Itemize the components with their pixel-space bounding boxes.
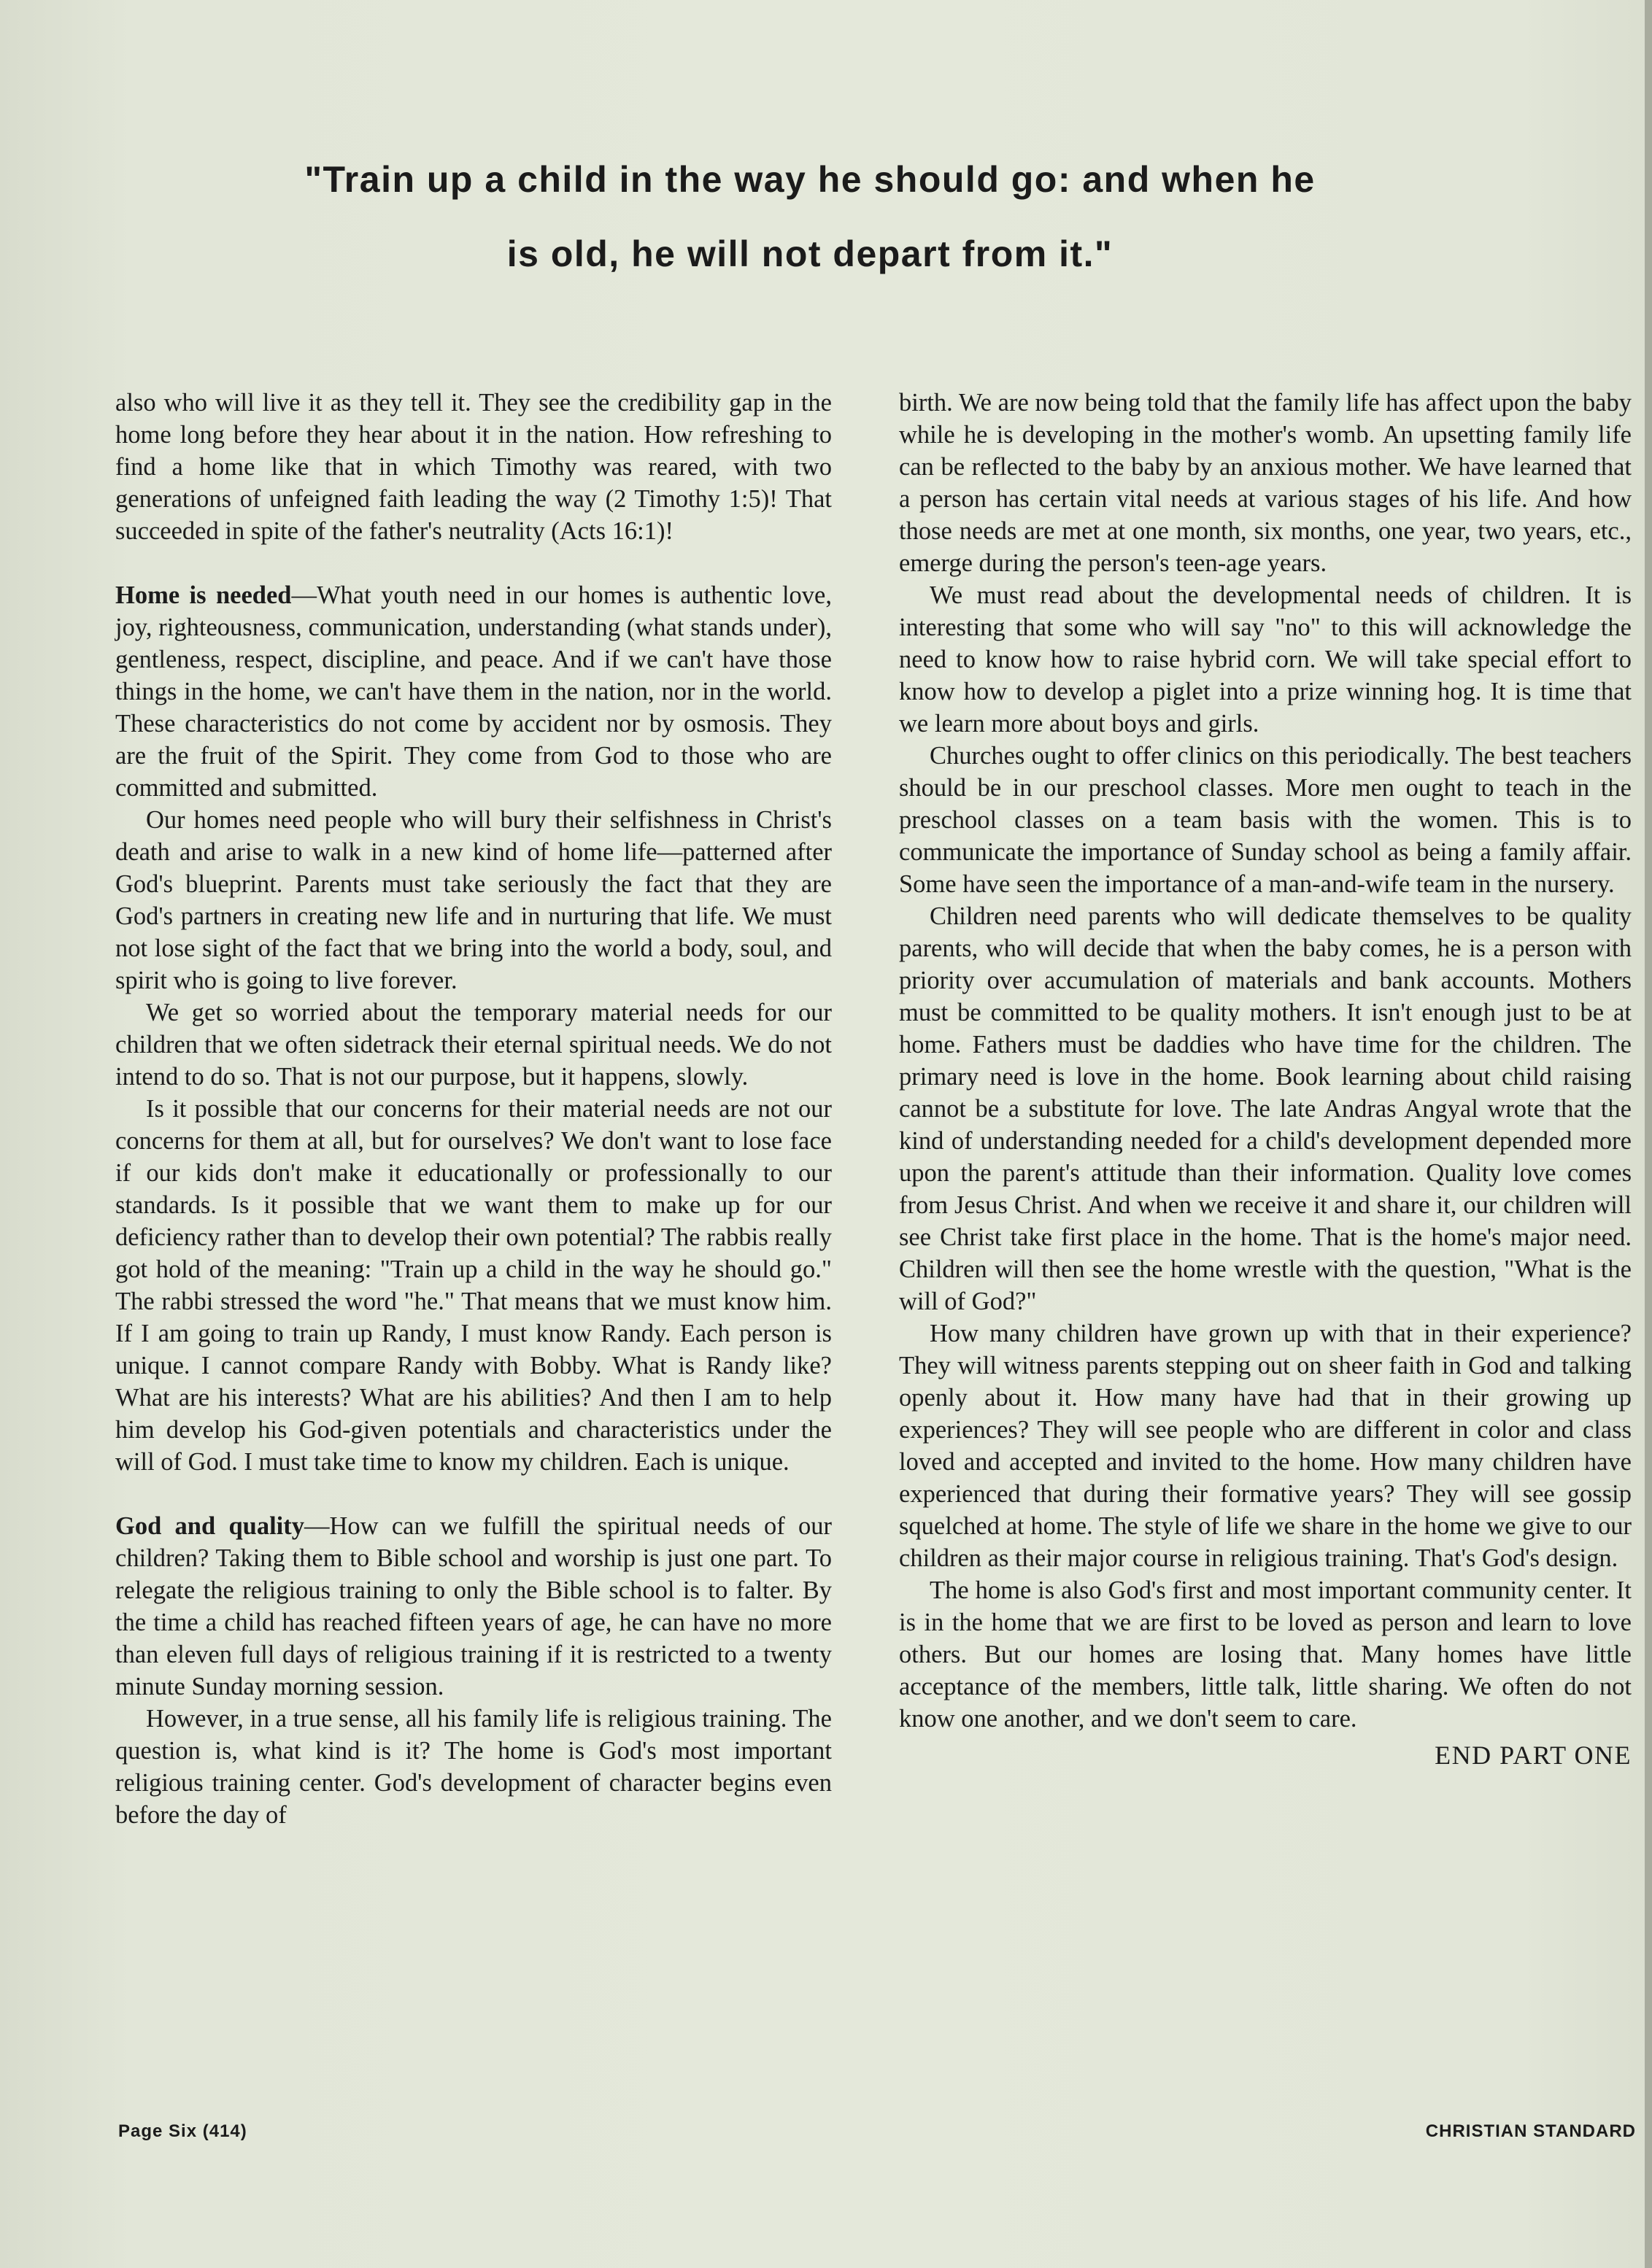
right-paragraph-4: Children need parents who will dedicate themselves to be quality parents, who will decide that when the baby comes, he is a person with priority over accumulation of materials and bank accounts. Mothers must be committed to be quality mothers. It isn't enough just to be at home. Fathers must be daddies who have time for the children. The primary need is love in the home. Book learning about child raising cannot be a substitute for love. The late Andras Angyal wrote that the kind of understanding needed for a child's development depended more upon the parent's attitude than their information. Quality love comes from Jesus Christ. And when we receive it and share it, our children will see Christ take first place in the home. That is the home's major need. Children will then see the home wrestle with the question, "What is the will of God?" xyxy=(899,902,1632,1315)
page-number-footer: Page Six (414) xyxy=(118,2121,247,2141)
left-paragraph-1: also who will live it as they tell it. They see the credibility gap in the home long before they hear about it in the nation. How refreshing to find a home like that in which Timothy was reared, with two generations of unfeigned faith leading the way (2 Timothy 1:5)! That succeeded in spite of the father's neutrality (Acts 16:1)! xyxy=(115,389,832,545)
god-and-quality-body: —How can we fulfill the spiritual needs of our children? Taking them to Bible school and worship is just one part. To relegate the religious training to only the Bible school is to falter. By the time a child has reached fifteen years of age, he can have no more than eleven full days of religious training if it is restricted to a twenty minute Sunday morning session. xyxy=(115,1512,832,1700)
publication-name-footer: CHRISTIAN STANDARD xyxy=(1425,2121,1636,2141)
left-paragraph-god-and-quality xyxy=(115,1510,832,1703)
left-paragraph-home-is-needed xyxy=(115,579,832,804)
left-paragraph-4: We get so worried about the temporary material needs for our children that we often sidetrack their eternal spiritual needs. We do not intend to do so. That is not our purpose, but it happens, slowly. xyxy=(115,999,832,1091)
scripture-header xyxy=(248,142,1372,291)
right-paragraph-2: We must read about the developmental needs of children. It is interesting that some who will say "no" to this will acknowledge the need to know how to raise hybrid corn. We will take special effort to know how to develop a piglet into a prize winning hog. It is time that we learn more about boys and girls. xyxy=(899,581,1632,738)
page-edge-shadow xyxy=(1645,0,1652,2268)
right-column xyxy=(899,387,1632,1771)
header-line-1: "Train up a child in the way he should go: and when he xyxy=(304,159,1316,200)
left-paragraph-5: Is it possible that our concerns for their material needs are not our concerns for them at all, but for ourselves? We don't want to lose face if our kids don't make it educationally or professionally to our standards. Is it possible that we want them to make up for our deficiency rather than to develop their own potential? The rabbis really got hold of the meaning: "Train up a child in the way he should go." The rabbi stressed the word "he." That means that we must know him. If I am going to train up Randy, I must know Randy. Each person is unique. I cannot compare Randy with Bobby. What is Randy like? What are his interests? What are his abilities? And then I am to help him develop his God-given potentials and characteristics under the will of God. I must take time to know my children. Each is unique. xyxy=(115,1095,832,1476)
section-heading-god-and-quality: God and quality xyxy=(115,1512,304,1540)
home-is-needed-body: —What youth need in our homes is authentic love, joy, righteousness, communication, understanding (what stands under), gentleness, respect, discipline, and peace. And if we can't have those things in the home, we can't have them in the nation, nor in the world. These characteristics do not come by accident nor by osmosis. They are the fruit of the Spirit. They come from God to those who are committed and submitted. xyxy=(115,581,832,802)
left-paragraph-7: However, in a true sense, all his family life is religious training. The question is, what kind is it? The home is God's most important religious training center. God's development of character begins even before the day of xyxy=(115,1705,832,1829)
left-paragraph-3: Our homes need people who will bury their selfishness in Christ's death and arise to walk in a new kind of home life—patterned after God's blueprint. Parents must take seriously the fact that they are God's partners in creating new life and in nurturing that life. We must not lose sight of the fact that we bring into the world a body, soul, and spirit who is going to live forever. xyxy=(115,806,832,994)
left-column xyxy=(115,387,832,1831)
end-part-one-label: END PART ONE xyxy=(1435,1741,1632,1770)
right-paragraph-6: The home is also God's first and most important community center. It is in the home that we are first to be loved as person and learn to love others. But our homes are losing that. Many homes have little acceptance of the members, little talk, little sharing. We often do not know one another, and we don't seem to care. xyxy=(899,1576,1632,1733)
right-paragraph-1: birth. We are now being told that the family life has affect upon the baby while he is developing in the mother's womb. An upsetting family life can be reflected to the baby by an anxious mother. We have learned that a person has certain vital needs at various stages of his life. And how those needs are met at one month, six months, one year, two years, etc., emerge during the person's teen-age years. xyxy=(899,389,1632,577)
right-paragraph-3: Churches ought to offer clinics on this periodically. The best teachers should be in our preschool classes. More men ought to teach in the preschool classes on a team basis with the women. This is to communicate the importance of Sunday school as being a family affair. Some have seen the importance of a man-and-wife team in the nursery. xyxy=(899,742,1632,898)
header-line-2: is old, he will not depart from it." xyxy=(506,233,1113,274)
right-paragraph-5: How many children have grown up with that in their experience? They will witness parents stepping out on sheer faith in God and talking openly about it. How many have had that in their growing up experiences? They will see people who are different in color and class loved and accepted and invited to the home. How many children have experienced that during their formative years? They will see gossip squelched at home. The style of life we share in the home we give to our children as their major course in religious training. That's God's design. xyxy=(899,1320,1632,1572)
section-heading-home-is-needed: Home is needed xyxy=(115,581,292,609)
